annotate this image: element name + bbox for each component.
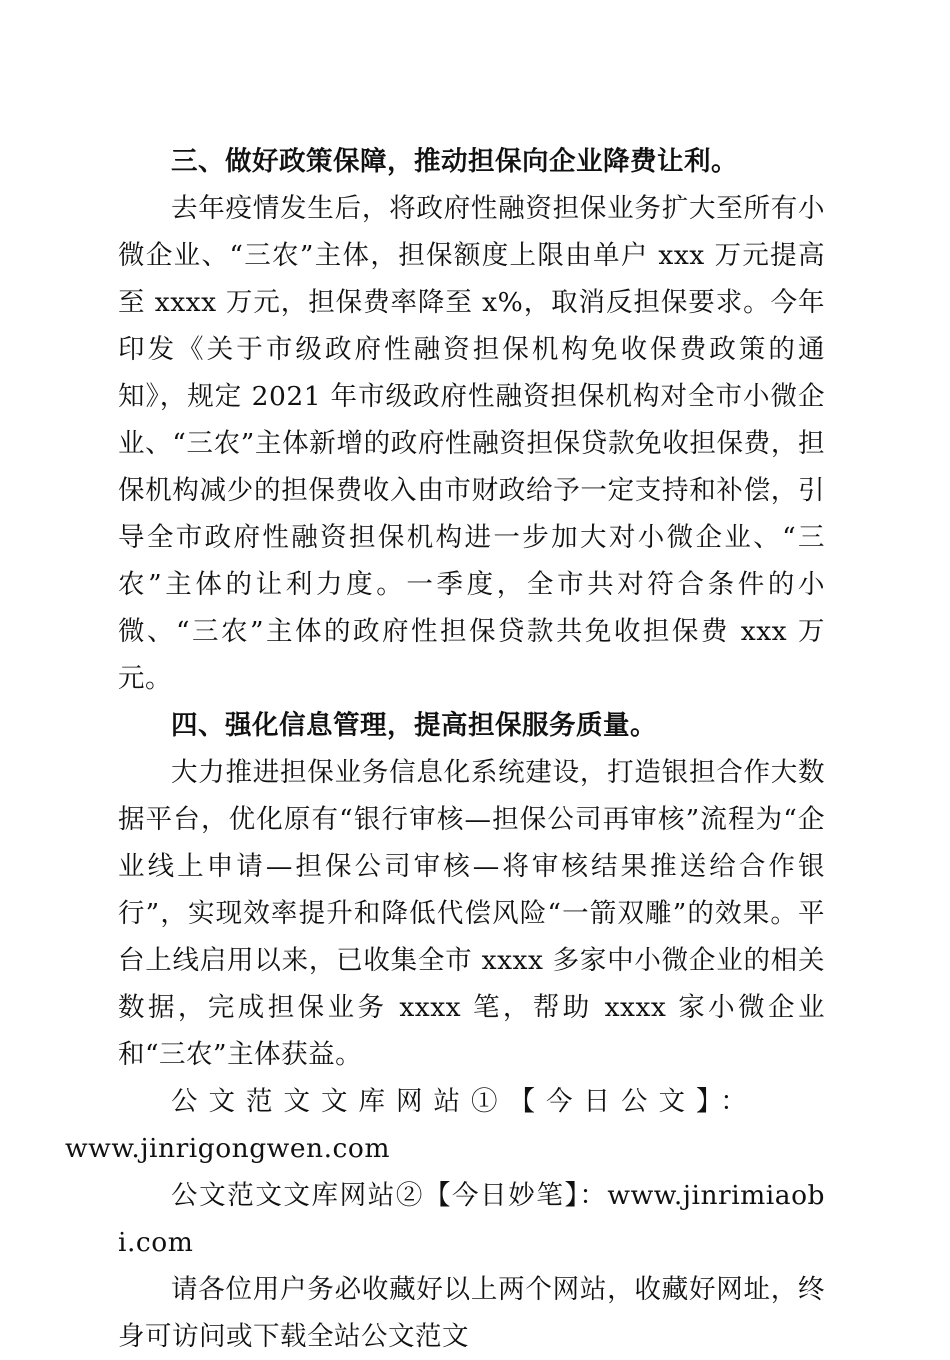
site-1-line	[65, 1078, 825, 1172]
section-3-body: 去年疫情发生后，将政府性融资担保业务扩大至所有小微企业、“三农”主体，担保额度上限由单户 xxx 万元提高至 xxxx 万元，担保费率降至 x%，取消反担保要求。今年印发《关于市级政府性融资担保机构免收保费政策的通知》，规定 2021 年市级政府性融资担保机构对全市小微企业、“三农”主体新增的政府性融资担保贷款免收担保费，担保机构减少的担保费收入由市财政给予一定支持和补偿，引导全市政府性融资担保机构进一步加大对小微企业、“三农”主体的让利力度。一季度，全市共对符合条件的小微、“三农”主体的政府性担保贷款共免收担保费 xxx 万元。	[118, 193, 825, 694]
site-2-line[interactable]: 公文范文文库网站②【今日妙笔】：www.jinrimiaobi.com	[118, 1180, 825, 1258]
section-4-heading: 四、强化信息管理，提高担保服务质量。	[171, 710, 657, 741]
site-1-url[interactable]: www.jinrigongwen.com	[65, 1133, 390, 1164]
section-3-heading: 三、做好政策保障，推动担保向企业降费让利。	[171, 146, 738, 177]
site-1-label: 公文范文文库网站①【今日公文】：	[171, 1086, 758, 1117]
document-content	[65, 138, 825, 1360]
section-4-body: 大力推进担保业务信息化系统建设，打造银担合作大数据平台，优化原有“银行审核—担保公司再审核”流程为“企业线上申请—担保公司审核—将审核结果推送给合作银行”，实现效率提升和降低代偿风险“一箭双雕”的效果。平台上线启用以来，已收集全市 xxxx 多家中小微企业的相关数据，完成担保业务 xxxx 笔，帮助 xxxx 家小微企业和“三农”主体获益。	[118, 757, 825, 1070]
bookmark-notice: 请各位用户务必收藏好以上两个网站，收藏好网址，终身可访问或下载全站公文范文	[118, 1274, 825, 1352]
